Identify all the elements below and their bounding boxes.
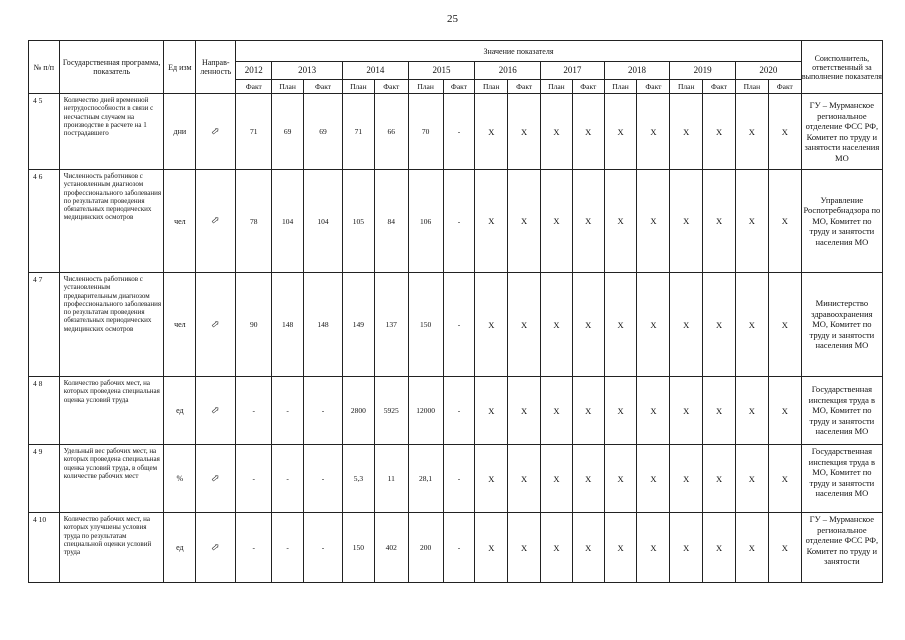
value-cell: 66 — [374, 94, 408, 170]
indicator-name: Количество рабочих мест, на которых проведена специальная оценка условий труда — [59, 377, 164, 445]
value-cell: X — [604, 513, 637, 583]
value-cell: X — [604, 445, 637, 513]
header-direction: Направ-ленность — [196, 41, 236, 94]
subcol-header: Факт — [236, 80, 272, 94]
row-number: 4 10 — [29, 513, 60, 583]
value-cell: X — [508, 377, 541, 445]
value-cell: X — [572, 513, 604, 583]
value-cell: X — [541, 513, 573, 583]
subcol-header: План — [604, 80, 637, 94]
unit-cell: % — [164, 445, 196, 513]
value-cell: X — [768, 170, 801, 273]
value-cell: X — [703, 273, 736, 377]
value-cell: 402 — [374, 513, 408, 583]
value-cell: X — [475, 94, 508, 170]
indicator-name: Удельный вес рабочих мест, на которых проведена специальная оценка условий труда, в общем количестве рабочих мест — [59, 445, 164, 513]
row-number: 4 5 — [29, 94, 60, 170]
value-cell: - — [443, 170, 475, 273]
subcol-header: План — [735, 80, 768, 94]
value-cell: 104 — [304, 170, 343, 273]
value-cell: - — [304, 445, 343, 513]
year-header: 2016 — [475, 62, 541, 80]
value-cell: X — [637, 513, 670, 583]
value-cell: X — [508, 94, 541, 170]
value-cell: X — [670, 377, 703, 445]
indicator-name: Количество дней временной нетрудоспособности в связи с несчастным случаем на производстве в расчете на 1 пострадавшего — [59, 94, 164, 170]
value-cell: 2800 — [342, 377, 374, 445]
value-cell: X — [768, 94, 801, 170]
subcol-header: Факт — [443, 80, 475, 94]
value-cell: X — [572, 445, 604, 513]
value-cell: 137 — [374, 273, 408, 377]
value-cell: 105 — [342, 170, 374, 273]
value-cell: X — [735, 513, 768, 583]
value-cell: X — [475, 377, 508, 445]
header-unit: Ед изм — [164, 41, 196, 94]
direction-arrow-icon: ⇨ — [208, 213, 223, 228]
value-cell: - — [236, 377, 272, 445]
value-cell: 150 — [408, 273, 443, 377]
coexecutor-cell: Министерство здравоохранения МО, Комитет по труду и занятости населения МО — [801, 273, 882, 377]
direction-arrow-icon: ⇨ — [208, 124, 223, 139]
value-cell: X — [703, 170, 736, 273]
value-cell: - — [443, 377, 475, 445]
value-cell: - — [272, 377, 304, 445]
subcol-header: План — [541, 80, 573, 94]
unit-cell: ед — [164, 513, 196, 583]
value-cell: X — [475, 513, 508, 583]
value-cell: X — [670, 445, 703, 513]
year-header: 2014 — [342, 62, 408, 80]
value-cell: X — [670, 94, 703, 170]
value-cell: X — [508, 170, 541, 273]
value-cell: 70 — [408, 94, 443, 170]
direction-cell — [196, 170, 236, 273]
table-row — [29, 273, 883, 377]
value-cell: 71 — [236, 94, 272, 170]
value-cell: X — [735, 445, 768, 513]
subcol-header: План — [342, 80, 374, 94]
value-cell: X — [670, 170, 703, 273]
value-cell: X — [604, 377, 637, 445]
value-cell: - — [443, 513, 475, 583]
direction-arrow-icon: ⇨ — [208, 471, 223, 486]
value-cell: X — [572, 170, 604, 273]
value-cell: X — [670, 513, 703, 583]
header-num: № п/п — [29, 41, 60, 94]
value-cell: X — [508, 445, 541, 513]
subcol-header: План — [475, 80, 508, 94]
value-cell: X — [703, 513, 736, 583]
table-row — [29, 377, 883, 445]
subcol-header: Факт — [374, 80, 408, 94]
value-cell: X — [637, 94, 670, 170]
subcol-header: Факт — [508, 80, 541, 94]
indicator-name: Количество рабочих мест, на которых улучшены условия труда по результатам специальной оценки условий труда — [59, 513, 164, 583]
value-cell: - — [236, 445, 272, 513]
year-header: 2018 — [604, 62, 670, 80]
value-cell: 5,3 — [342, 445, 374, 513]
value-cell: 69 — [272, 94, 304, 170]
value-cell: X — [508, 273, 541, 377]
header-coexecutor: Соисполнитель, ответственный за выполнение показателя — [801, 41, 882, 94]
value-cell: 12000 — [408, 377, 443, 445]
header-values: Значение показателя — [236, 41, 801, 62]
value-cell: X — [508, 513, 541, 583]
indicator-name: Численность работников с установленным предварительным диагнозом профессионального заболевания по результатам проведения обязательных периодических медицинских осмотров — [59, 273, 164, 377]
value-cell: - — [272, 513, 304, 583]
value-cell: X — [637, 170, 670, 273]
value-cell: X — [735, 170, 768, 273]
direction-cell — [196, 377, 236, 445]
value-cell: X — [670, 273, 703, 377]
unit-cell: чел — [164, 170, 196, 273]
coexecutor-cell: Государственная инспекция труда в МО, Комитет по труду и занятости населения МО — [801, 377, 882, 445]
value-cell: 69 — [304, 94, 343, 170]
subcol-header: Факт — [768, 80, 801, 94]
table-row — [29, 513, 883, 583]
subcol-header: Факт — [572, 80, 604, 94]
value-cell: X — [703, 377, 736, 445]
value-cell: - — [443, 94, 475, 170]
value-cell: X — [637, 445, 670, 513]
value-cell: 78 — [236, 170, 272, 273]
coexecutor-cell: Управление Роспотребнадзора по МО, Комитет по труду и занятости населения МО — [801, 170, 882, 273]
value-cell: 106 — [408, 170, 443, 273]
value-cell: 148 — [304, 273, 343, 377]
year-header: 2019 — [670, 62, 736, 80]
value-cell: X — [572, 94, 604, 170]
subcol-header: План — [670, 80, 703, 94]
value-cell: - — [304, 513, 343, 583]
year-header: 2020 — [735, 62, 801, 80]
value-cell: X — [475, 170, 508, 273]
coexecutor-cell: ГУ – Мурманское региональное отделение ФСС РФ, Комитет по труду и занятости населения МО — [801, 94, 882, 170]
value-cell: X — [475, 273, 508, 377]
value-cell: 84 — [374, 170, 408, 273]
value-cell: 90 — [236, 273, 272, 377]
value-cell: X — [541, 170, 573, 273]
year-header: 2015 — [408, 62, 475, 80]
direction-cell — [196, 94, 236, 170]
value-cell: X — [541, 445, 573, 513]
value-cell: X — [604, 170, 637, 273]
value-cell: X — [768, 377, 801, 445]
subcol-header: Факт — [703, 80, 736, 94]
direction-arrow-icon: ⇨ — [208, 317, 223, 332]
value-cell: X — [541, 273, 573, 377]
unit-cell: дни — [164, 94, 196, 170]
value-cell: X — [604, 273, 637, 377]
value-cell: 71 — [342, 94, 374, 170]
value-cell: X — [703, 445, 736, 513]
direction-cell — [196, 445, 236, 513]
direction-cell — [196, 273, 236, 377]
direction-arrow-icon: ⇨ — [208, 403, 223, 418]
value-cell: X — [735, 377, 768, 445]
row-number: 4 8 — [29, 377, 60, 445]
unit-cell: ед — [164, 377, 196, 445]
value-cell: X — [768, 273, 801, 377]
value-cell: X — [541, 94, 573, 170]
table-row — [29, 170, 883, 273]
value-cell: 104 — [272, 170, 304, 273]
value-cell: X — [637, 377, 670, 445]
value-cell: X — [768, 513, 801, 583]
row-number: 4 9 — [29, 445, 60, 513]
unit-cell: чел — [164, 273, 196, 377]
value-cell: - — [236, 513, 272, 583]
value-cell: X — [604, 94, 637, 170]
value-cell: 5925 — [374, 377, 408, 445]
page-number: 25 — [447, 13, 458, 25]
value-cell: X — [572, 377, 604, 445]
value-cell: - — [272, 445, 304, 513]
row-number: 4 7 — [29, 273, 60, 377]
value-cell: 28,1 — [408, 445, 443, 513]
value-cell: 200 — [408, 513, 443, 583]
value-cell: 150 — [342, 513, 374, 583]
value-cell: X — [475, 445, 508, 513]
value-cell: - — [443, 445, 475, 513]
value-cell: - — [443, 273, 475, 377]
value-cell: 148 — [272, 273, 304, 377]
value-cell: X — [768, 445, 801, 513]
value-cell: 11 — [374, 445, 408, 513]
value-cell: 149 — [342, 273, 374, 377]
subcol-header: Факт — [304, 80, 343, 94]
coexecutor-cell: ГУ – Мурманское региональное отделение ФСС РФ, Комитет по труду и занятости — [801, 513, 882, 583]
value-cell: X — [735, 273, 768, 377]
table-row — [29, 445, 883, 513]
value-cell: X — [703, 94, 736, 170]
value-cell: - — [304, 377, 343, 445]
year-header: 2012 — [236, 62, 272, 80]
indicators-table — [28, 40, 883, 583]
direction-arrow-icon: ⇨ — [208, 540, 223, 555]
year-header: 2017 — [541, 62, 605, 80]
year-header: 2013 — [272, 62, 343, 80]
subcol-header: Факт — [637, 80, 670, 94]
header-program: Государственная программа, показатель — [59, 41, 164, 94]
subcol-header: План — [272, 80, 304, 94]
indicator-name: Численность работников с установленным диагнозом профессионального заболевания по результатам проведения обязательных периодических медицинских осмотров — [59, 170, 164, 273]
coexecutor-cell: Государственная инспекция труда в МО, Комитет по труду и занятости населения МО — [801, 445, 882, 513]
value-cell: X — [572, 273, 604, 377]
value-cell: X — [541, 377, 573, 445]
value-cell: X — [637, 273, 670, 377]
direction-cell — [196, 513, 236, 583]
table-row — [29, 94, 883, 170]
value-cell: X — [735, 94, 768, 170]
row-number: 4 6 — [29, 170, 60, 273]
subcol-header: План — [408, 80, 443, 94]
